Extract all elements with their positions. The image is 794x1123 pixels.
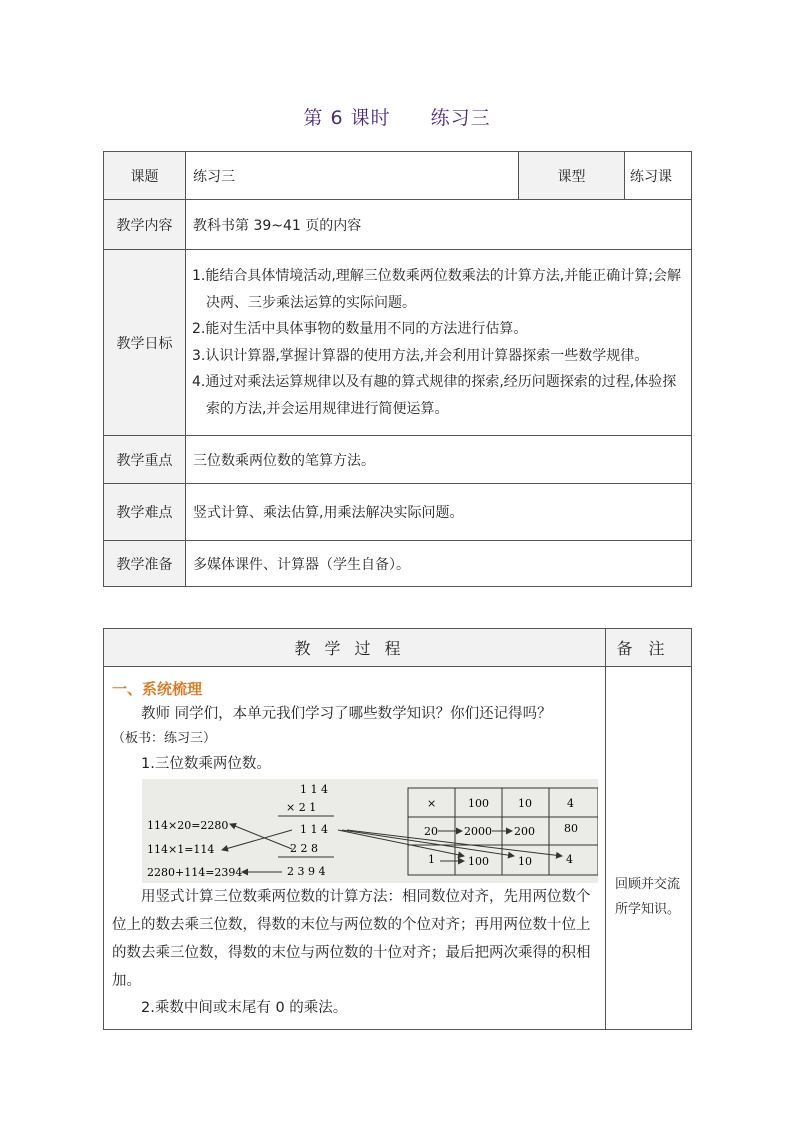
key-point-value: 三位数乘两位数的笔算方法。 bbox=[186, 436, 692, 484]
grid-row1-cell: 2000 bbox=[464, 825, 492, 838]
partial-product-one: 1 1 4 bbox=[300, 823, 328, 836]
topic-label: 课题 bbox=[104, 152, 186, 200]
side-note: 回顾并交流所学知识。 bbox=[606, 667, 692, 1030]
goals-list bbox=[186, 250, 692, 436]
goal-item: 2.能对生活中具体事物的数量用不同的方法进行估算。 bbox=[192, 321, 528, 337]
grid-row1-cell: 200 bbox=[514, 825, 535, 838]
vertical-sum: 2 3 9 4 bbox=[287, 865, 326, 878]
item-two: 2.乘数中间或末尾有 0 的乘法。 bbox=[141, 1000, 348, 1016]
grid-header-4: 4 bbox=[567, 797, 574, 810]
lesson-topic: 练习三 bbox=[430, 107, 491, 129]
grid-row1-label: 20 bbox=[424, 825, 438, 838]
item-one: 1.三位数乘两位数。 bbox=[141, 756, 271, 772]
grid-row2-cell: 100 bbox=[468, 855, 489, 868]
content-label: 教学内容 bbox=[104, 200, 186, 250]
equation-one: 114×20=2280 bbox=[147, 819, 229, 832]
goal-item: 3.认识计算器,掌握计算器的使用方法,并会利用计算器探索一些数学规律。 bbox=[192, 347, 649, 364]
grid-row2-cell: 10 bbox=[518, 855, 532, 868]
teaching-process-table bbox=[103, 628, 692, 1030]
grid-header-times: × bbox=[427, 797, 437, 810]
preparation-label: 教学准备 bbox=[104, 541, 186, 587]
type-label: 课型 bbox=[519, 152, 625, 200]
lesson-info-table bbox=[103, 151, 692, 587]
preparation-value: 多媒体课件、计算器（学生自备）。 bbox=[186, 541, 692, 587]
goal-item: 4.通过对乘法运算规律以及有趣的算式规律的探索,经历问题探索的过程,体验探索的方法,并会运用规律进行简便运算。 bbox=[192, 374, 677, 417]
grid-row1-cell: 80 bbox=[564, 822, 578, 835]
topic-value: 练习三 bbox=[186, 152, 519, 200]
teacher-question: 教师 同学们，本单元我们学习了哪些数学知识？你们还记得吗？ bbox=[141, 706, 552, 722]
grid-row2-label: 1 bbox=[428, 853, 435, 866]
equation-two: 114×1=114 bbox=[147, 843, 215, 856]
multiplication-diagram bbox=[142, 779, 598, 883]
board-note: （板书：练习三） bbox=[112, 731, 217, 746]
partial-product-two: 2 2 8 bbox=[290, 842, 318, 855]
difficulty-label: 教学难点 bbox=[104, 484, 186, 541]
grid-row2-cell: 4 bbox=[566, 853, 573, 866]
method-explanation: 用竖式计算三位数乘两位数的计算方法：相同数位对齐，先用两位数个位上的数去乘三位数，得数的末位与两位数的个位对齐；再用两位数十位上的数去乘三位数，得数的末位与两位数的十位对齐；最后把两次乘得的积相加。 bbox=[112, 889, 591, 989]
process-header: 教学过程 bbox=[104, 629, 606, 667]
vertical-multiplier: × 2 1 bbox=[286, 801, 317, 814]
notes-header: 备注 bbox=[606, 629, 692, 667]
page-title bbox=[0, 103, 794, 130]
difficulty-value: 竖式计算、乘法估算,用乘法解决实际问题。 bbox=[186, 484, 692, 541]
section-title: 一、系统梳理 bbox=[112, 680, 203, 698]
goals-label: 教学日标 bbox=[104, 250, 186, 436]
multiplication-figure bbox=[142, 779, 598, 883]
lesson-number: 第 6 课时 bbox=[303, 107, 391, 129]
key-point-label: 教学重点 bbox=[104, 436, 186, 484]
type-value: 练习课 bbox=[625, 152, 692, 200]
content-value: 教科书第 39~41 页的内容 bbox=[186, 200, 692, 250]
grid-header-100: 100 bbox=[468, 797, 489, 810]
equation-three: 2280+114=2394 bbox=[147, 866, 243, 879]
process-body bbox=[104, 667, 606, 1030]
vertical-top: 1 1 4 bbox=[300, 783, 328, 796]
grid-header-10: 10 bbox=[518, 797, 532, 810]
goal-item: 1.能结合具体情境活动,理解三位数乘两位数乘法的计算方法,并能正确计算;会解决两、三步乘法运算的实际问题。 bbox=[192, 268, 681, 311]
